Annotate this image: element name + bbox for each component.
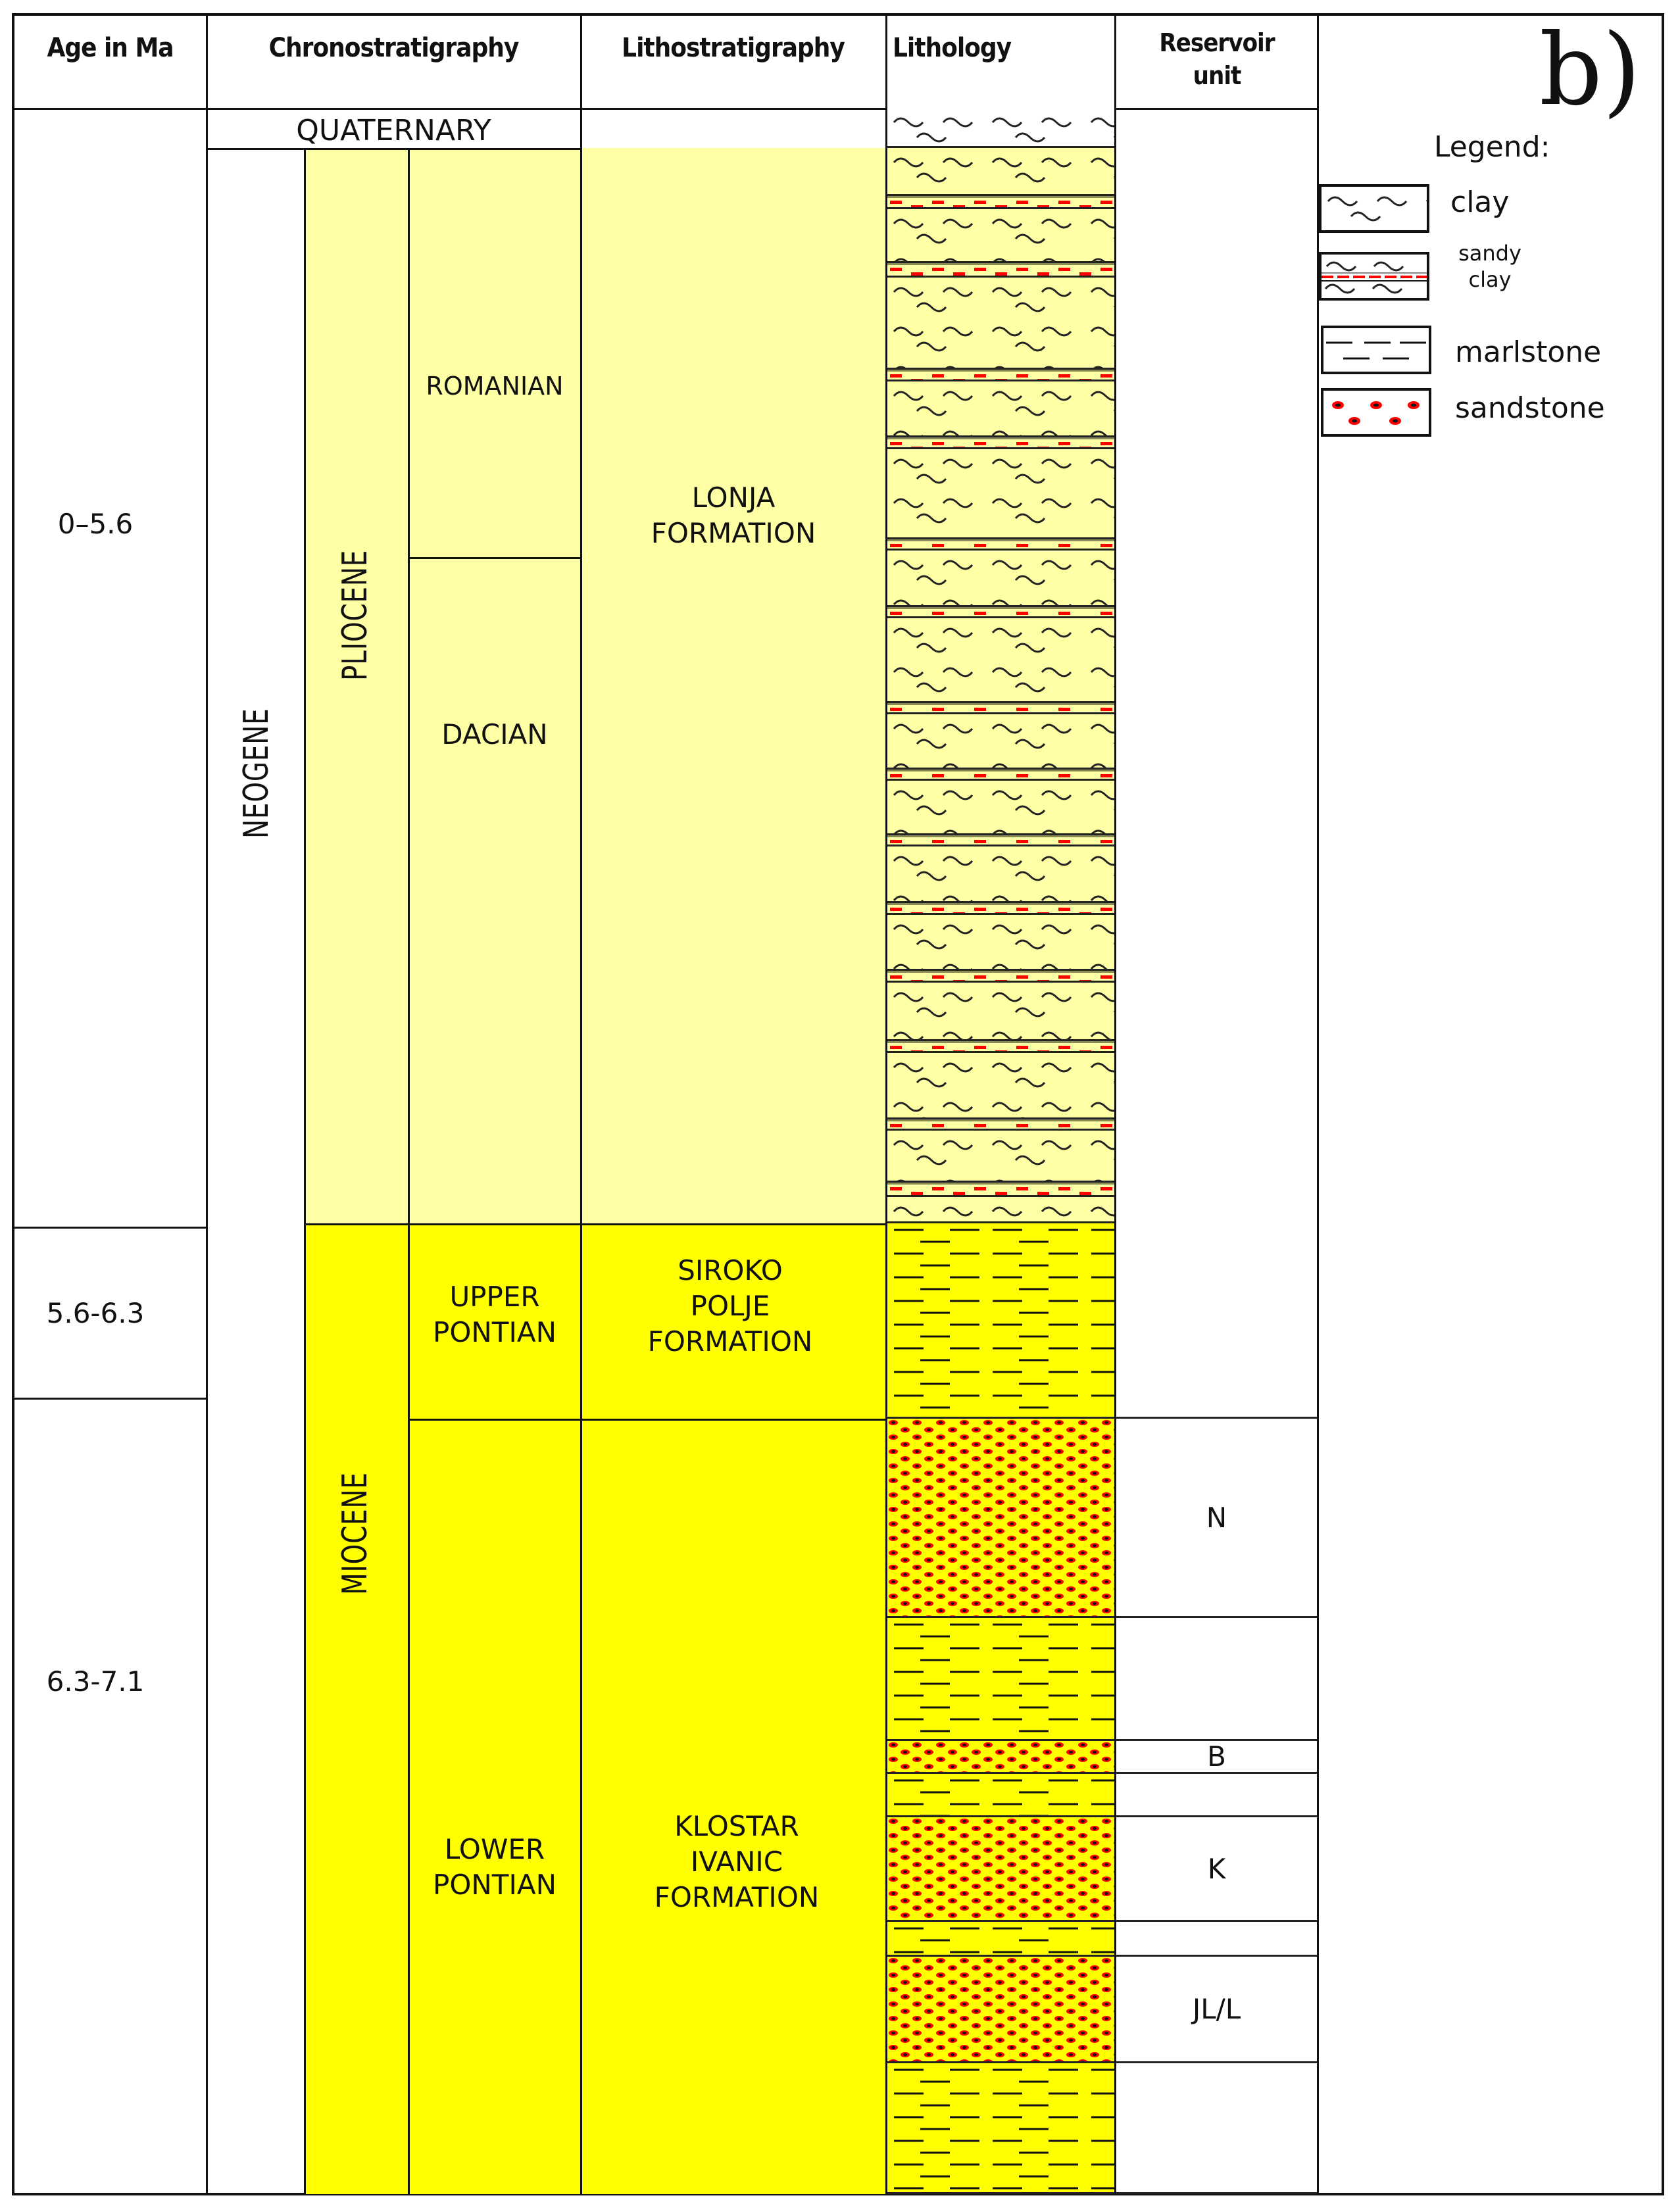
reservoir-unit-label: N: [1206, 1501, 1227, 1534]
lithology-layer-sandstone: [887, 1957, 1114, 2063]
lithology-layer-sandstone: [887, 1419, 1114, 1618]
legend-label-marlstone: marlstone: [1455, 335, 1602, 369]
lithology-layer-sandy-clay: [887, 770, 1114, 781]
header-chronostratigraphy: Chronostratigraphy: [268, 33, 519, 63]
legend-swatch-clay: [1319, 184, 1429, 233]
romanian-label: ROMANIAN: [426, 372, 564, 401]
age-boundary-6.3: [12, 1398, 206, 1400]
pliocene-fill: [305, 148, 886, 1223]
lithology-layer-clay: [887, 278, 1114, 370]
lonja-formation-label: LONJA FORMATION: [651, 481, 816, 549]
lithology-layer-sandy-clay: [887, 437, 1114, 449]
age-boundary-5.6: [12, 1227, 206, 1229]
reservoir-unit-column: [1116, 0, 1317, 2204]
reservoir-empty-cell: [1116, 1922, 1317, 1957]
lithology-layer-clay: [887, 983, 1114, 1041]
miocene-fill: [305, 1223, 886, 2194]
lithology-layer-sandstone: [887, 1741, 1114, 1774]
lithology-layer-clay: [887, 915, 1114, 971]
reservoir-unit-label: B: [1207, 1741, 1226, 1773]
col-line-age: [206, 13, 208, 2195]
siroko-polje-formation-label: SIROKO POLJE FORMATION: [647, 1254, 813, 1358]
lithology-layer-sandy-clay: [887, 607, 1114, 618]
legend-label-clay: clay: [1450, 185, 1510, 219]
header-lithology: Lithology: [893, 33, 1012, 63]
lithology-layer-clay: [887, 108, 1114, 148]
lithology-layer-sandy-clay: [887, 703, 1114, 714]
lithology-layer-clay: [887, 781, 1114, 835]
pliocene-label: PLIOCENE: [335, 549, 375, 681]
age-label-6.3-7.1: 6.3-7.1: [46, 1665, 145, 1698]
reservoir-unit-cell: [1116, 1419, 1317, 1618]
lithology-layer-marlstone: [887, 1618, 1114, 1741]
lithology-layer-clay: [887, 148, 1114, 196]
lithology-layer-clay: [887, 449, 1114, 539]
lithology-layer-clay: [887, 1197, 1114, 1223]
lithology-layer-sandy-clay: [887, 370, 1114, 381]
col-line-reservoir: [1317, 13, 1319, 2195]
romanian-dacian-boundary: [408, 557, 580, 559]
legend-title: Legend:: [1434, 130, 1550, 164]
lithology-layer-clay: [887, 551, 1114, 607]
reservoir-unit-cell: [1116, 1957, 1317, 2063]
header-age: Age in Ma: [47, 33, 174, 63]
lithology-layer-clay: [887, 209, 1114, 263]
figure-label: b): [1539, 13, 1641, 128]
age-label-0-5.6: 0–5.6: [57, 508, 134, 540]
lithology-layer-sandy-clay: [887, 1041, 1114, 1053]
lithology-layer-sandy-clay: [887, 903, 1114, 915]
reservoir-unit-label: K: [1207, 1852, 1226, 1885]
pliocene-miocene-boundary: [304, 1223, 886, 1225]
reservoir-unit-label: JL/L: [1192, 1993, 1241, 2025]
dacian-label: DACIAN: [441, 718, 548, 750]
lithology-layer-marlstone: [887, 1922, 1114, 1957]
neogene-label: NEOGENE: [237, 708, 276, 839]
lithology-layer-sandy-clay: [887, 971, 1114, 983]
age-label-5.6-6.3: 5.6-6.3: [46, 1297, 145, 1329]
lithology-layer-sandstone: [887, 1817, 1114, 1922]
lithology-layer-sandy-clay: [887, 1119, 1114, 1131]
quaternary-label: QUATERNARY: [296, 114, 491, 147]
legend-label-sandy-clay: sandy clay: [1458, 241, 1521, 292]
lithology-layer-sandy-clay: [887, 539, 1114, 551]
lithology-layer-marlstone: [887, 1223, 1114, 1419]
col-line-period: [304, 148, 306, 2195]
header-reservoir-unit: Reservoir unit: [1159, 28, 1275, 90]
col-line-chrono: [580, 13, 582, 2195]
lithology-layer-clay: [887, 1053, 1114, 1119]
lithology-layer-sandy-clay: [887, 835, 1114, 846]
lithology-layer-sandy-clay: [887, 263, 1114, 278]
lithology-layer-sandy-clay: [887, 196, 1114, 209]
lithology-layer-sandy-clay: [887, 1183, 1114, 1197]
reservoir-empty-cell: [1116, 1618, 1317, 1741]
lithology-layer-clay: [887, 381, 1114, 437]
reservoir-empty-cell: [1116, 1774, 1317, 1817]
miocene-label: MIOCENE: [335, 1472, 375, 1595]
reservoir-empty-cell: [1116, 1223, 1317, 1419]
legend-label-sandstone: sandstone: [1455, 391, 1605, 425]
lithology-layer-clay: [887, 618, 1114, 703]
lithology-layer-marlstone: [887, 2063, 1114, 2194]
upper-lower-pontian-boundary: [408, 1419, 886, 1421]
reservoir-empty-cell: [1116, 2063, 1317, 2194]
lithology-layer-clay: [887, 846, 1114, 903]
lithology-column: [887, 0, 1114, 2204]
lower-pontian-label: LOWER PONTIAN: [433, 1833, 556, 1901]
reservoir-unit-cell: [1116, 1817, 1317, 1922]
klostar-ivanic-formation-label: KLOSTAR IVANIC FORMATION: [654, 1810, 820, 1913]
lithology-layer-marlstone: [887, 1774, 1114, 1817]
lithology-layer-clay: [887, 714, 1114, 770]
header-lithostratigraphy: Lithostratigraphy: [622, 33, 845, 63]
legend-swatch-marlstone: [1321, 326, 1431, 374]
lithology-layer-clay: [887, 1131, 1114, 1183]
legend-swatch-sandstone: [1321, 388, 1431, 437]
reservoir-unit-cell: [1116, 1741, 1317, 1774]
legend-swatch-sandy-clay: [1319, 252, 1429, 301]
upper-pontian-label: UPPER PONTIAN: [433, 1281, 556, 1348]
